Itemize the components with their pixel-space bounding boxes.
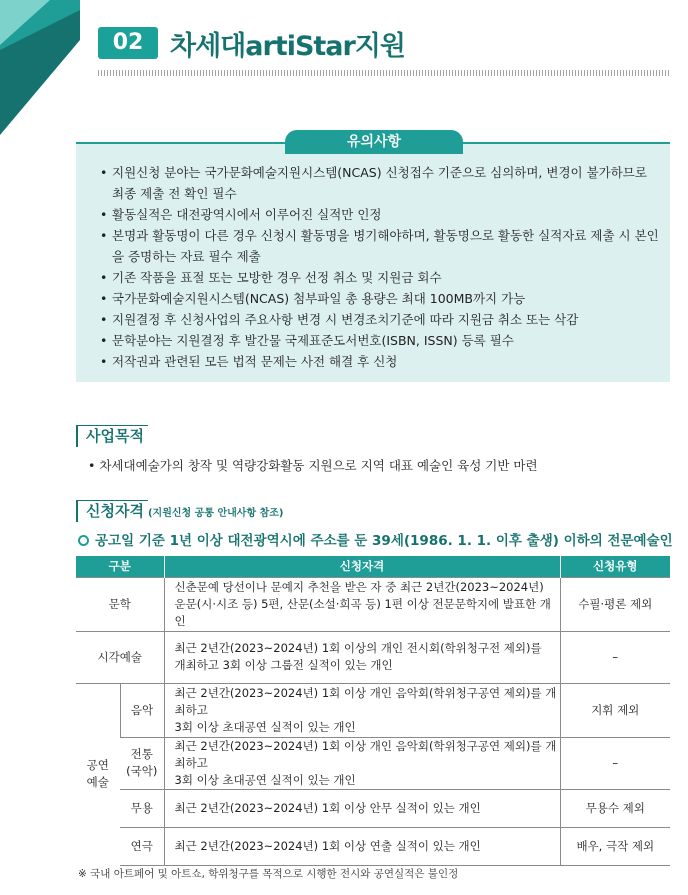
purpose-heading <box>76 425 144 446</box>
qualification-line: 운문(시·시조 등) 5편, 산문(소설·희곡 등) 1편 이상 전문문학지에 발표한 개인 <box>174 596 551 628</box>
table-row <box>76 789 670 827</box>
group-cell: 공연 예술 <box>76 683 120 865</box>
notice-item: • 문학분야는 지원결정 후 발간물 국제표준도서번호(ISBN, ISSN) 등록 필수 <box>100 330 660 351</box>
qualification-cell <box>164 577 560 631</box>
purpose-text: • 차세대예술가의 창작 및 역량강화활동 지원으로 지역 대표 예술인 육성 기반 마련 <box>88 458 538 473</box>
heading-bar <box>76 425 78 447</box>
notice-item: • 지원결정 후 신청사업의 주요사항 변경 시 변경조치기준에 따라 지원금 취소 또는 삭감 <box>100 309 660 330</box>
purpose-heading-label: 사업목적 <box>86 427 144 445</box>
eligibility-table <box>76 556 670 866</box>
title-divider <box>98 70 670 76</box>
qualification-line: 최근 2년간(2023~2024년) 1회 이상 연출 실적이 있는 개인 <box>174 838 481 853</box>
qualification-cell <box>164 827 560 865</box>
type-cell: 수필·평론 제외 <box>560 577 670 631</box>
qualification-cell <box>164 683 560 737</box>
table-row <box>76 827 670 865</box>
eligibility-heading-label: 신청자격 <box>86 502 144 520</box>
heading-rule <box>76 425 148 426</box>
notice-item: • 본명과 활동명이 다른 경우 신청시 활동명을 병기해야하며, 활동명으로 활동한 실적자료 제출 시 본인을 증명하는 자료 필수 제출 <box>100 225 660 267</box>
table-row <box>76 683 670 737</box>
column-header: 신청자격 <box>164 556 560 577</box>
notice-list <box>100 162 660 372</box>
notice-item: • 활동실적은 대전광역시에서 이루어진 실적만 인정 <box>100 204 660 225</box>
eligibility-heading <box>76 500 283 521</box>
circle-bullet-icon <box>78 535 89 546</box>
qualification-line: 3회 이상 초대공연 실적이 있는 개인 <box>174 772 356 787</box>
category-cell: 음악 <box>120 683 164 737</box>
notice-item: • 지원신청 분야는 국가문화예술지원시스템(NCAS) 신청접수 기준으로 심의하며, 변경이 불가하므로 최종 제출 전 확인 필수 <box>100 162 660 204</box>
qualification-line: 개최하고 3회 이상 그룹전 실적이 있는 개인 <box>174 658 393 672</box>
column-header: 신청유형 <box>560 556 670 577</box>
table-row <box>76 631 670 683</box>
qualification-line: 3회 이상 초대공연 실적이 있는 개인 <box>174 719 356 734</box>
column-header: 구분 <box>76 556 164 577</box>
eligibility-criterion-text: 공고일 기준 1년 이상 대전광역시에 주소를 둔 39세(1986. 1. 1. 이후 출생) 이하의 전문예술인 <box>95 533 673 549</box>
qualification-cell <box>164 789 560 827</box>
section-number-badge: 02 <box>98 27 158 59</box>
type-cell: – <box>560 737 670 789</box>
qualification-line: 최근 2년간(2023~2024년) 1회 이상 안무 실적이 있는 개인 <box>174 800 481 815</box>
page-title: 차세대artiStar지원 <box>170 31 405 62</box>
corner-decoration <box>0 0 80 140</box>
category-cell: 전통 (국악) <box>120 737 164 789</box>
category-cell: 무용 <box>120 789 164 827</box>
table-row <box>76 737 670 789</box>
table-row <box>76 577 670 631</box>
type-cell: 지휘 제외 <box>560 683 670 737</box>
eligibility-criterion <box>78 529 673 549</box>
type-cell: 배우, 극작 제외 <box>560 827 670 865</box>
heading-rule <box>76 500 148 501</box>
qualification-cell <box>164 737 560 789</box>
qualification-line: 신춘문예 당선이나 문예지 추천을 받은 자 중 최근 2년간(2023~2024년) <box>174 579 544 594</box>
heading-bar <box>76 500 78 522</box>
type-cell: – <box>560 631 670 683</box>
qualification-line: 최근 2년간(2023~2024년) 1회 이상 개인 음악회(학위청구공연 제외)를 개최하고 <box>174 685 557 717</box>
qualification-line: 최근 2년간(2023~2024년) 1회 이상 개인 음악회(학위청구공연 제외)를 개최하고 <box>174 738 557 770</box>
type-cell: 무용수 제외 <box>560 789 670 827</box>
notice-item: • 저작권과 관련된 모든 법적 문제는 사전 해결 후 신청 <box>100 351 660 372</box>
notice-item: • 기존 작품을 표절 또는 모방한 경우 선정 취소 및 지원금 회수 <box>100 267 660 288</box>
qualification-cell <box>164 631 560 683</box>
category-cell: 시각예술 <box>76 631 164 683</box>
qualification-line: 최근 2년간(2023~2024년) 1회 이상의 개인 전시회(학위청구전 제외)를 <box>174 641 542 655</box>
category-cell: 문학 <box>76 577 164 631</box>
table-header-row <box>76 556 670 577</box>
category-cell: 연극 <box>120 827 164 865</box>
eligibility-heading-note: (지원신청 공통 안내사항 참조) <box>147 508 284 519</box>
footnote: ※ 국내 아트페어 및 아트쇼, 학위청구를 목적으로 시행한 전시와 공연실적은 불인정 <box>78 868 459 880</box>
notice-tab: 유의사항 <box>285 130 463 154</box>
notice-item: • 국가문화예술지원시스템(NCAS) 첨부파일 총 용량은 최대 100MB까지 가능 <box>100 288 660 309</box>
